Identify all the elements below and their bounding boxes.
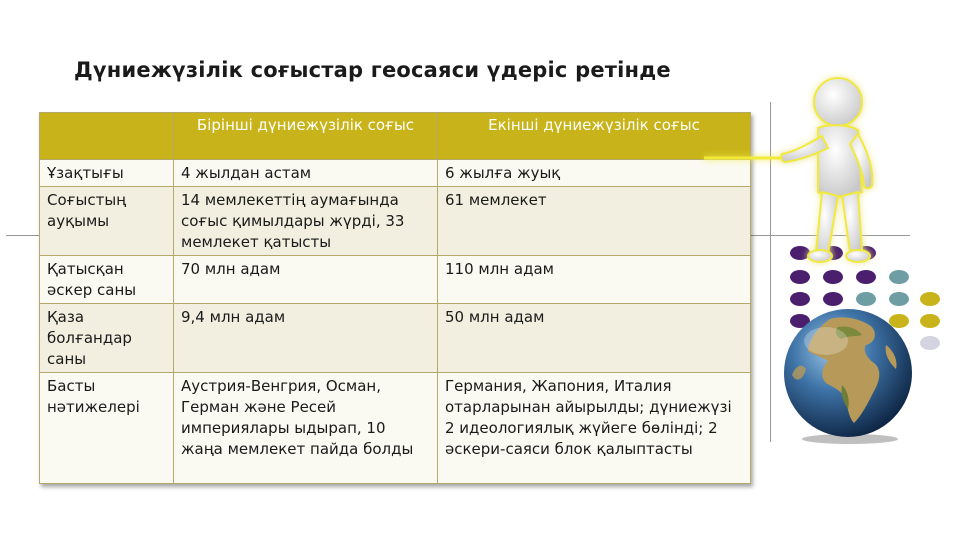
decor-dot	[790, 270, 810, 284]
table-cell: 50 млн адам	[438, 304, 751, 373]
row-label: Қатысқан әскер саны	[40, 256, 174, 304]
table-cell: 14 мемлекеттің аумағында соғыс қимылдары жүрді, 33 мемлекет қатысты	[174, 187, 438, 256]
table-row	[40, 373, 751, 484]
table-cell: Германия, Жапония, Италия отарларынан айырылды; дүниежүзі 2 идеологиялық жүйеге бөлінді; 2 әскери-саяси блок қалыптасты	[438, 373, 751, 484]
table-row	[40, 256, 751, 304]
table-row	[40, 160, 751, 187]
table-header-second-war: Екінші дүниежүзілік соғыс	[438, 113, 751, 160]
earth-globe-icon	[778, 305, 918, 445]
table-cell: 4 жылдан астам	[174, 160, 438, 187]
decor-dot	[823, 292, 843, 306]
decor-dot	[920, 314, 940, 328]
decor-dot	[823, 270, 843, 284]
table-cell: 70 млн адам	[174, 256, 438, 304]
decor-dot	[856, 270, 876, 284]
table-header-row	[40, 113, 751, 160]
table-header-first-war: Бірінші дүниежүзілік соғыс	[174, 113, 438, 160]
table-cell: Аустрия-Венгрия, Осман, Герман және Ресей империялары ыдырап, 10 жаңа мемлекет пайда болды	[174, 373, 438, 484]
divider-line-left	[6, 235, 40, 236]
decor-dot	[790, 292, 810, 306]
table-row	[40, 304, 751, 373]
decor-dot	[920, 292, 940, 306]
row-label: Ұзақтығы	[40, 160, 174, 187]
comparison-table	[39, 112, 751, 484]
pointing-stick-figure-icon	[700, 62, 900, 272]
row-label: Қаза болғандар саны	[40, 304, 174, 373]
decor-dot	[920, 336, 940, 350]
row-label: Басты нәтижелері	[40, 373, 174, 484]
table-cell: 110 млн адам	[438, 256, 751, 304]
table-header-empty	[40, 113, 174, 160]
slide-title: Дүниежүзілік соғыстар геосаяси үдеріс ретінде	[74, 58, 671, 82]
table-row	[40, 187, 751, 256]
row-label: Соғыстың ауқымы	[40, 187, 174, 256]
decor-dot	[889, 292, 909, 306]
decor-dot	[856, 292, 876, 306]
table-cell: 61 мемлекет	[438, 187, 751, 256]
decor-dot	[889, 270, 909, 284]
table-cell: 6 жылға жуық	[438, 160, 751, 187]
table-cell: 9,4 млн адам	[174, 304, 438, 373]
